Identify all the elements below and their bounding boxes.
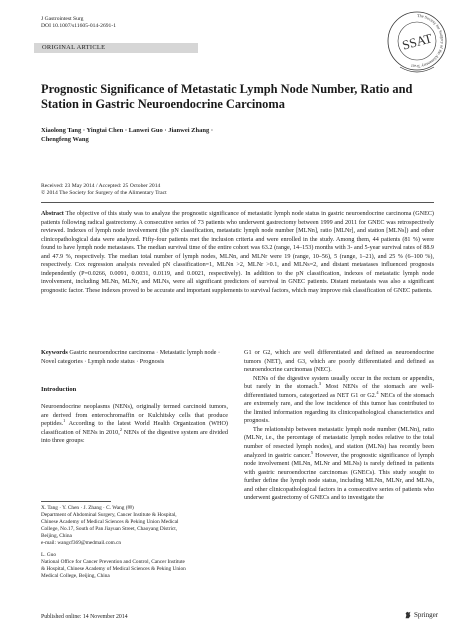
springer-horse-icon — [404, 611, 412, 619]
footnote-author-2: L. Guo — [41, 552, 57, 559]
abstract — [41, 210, 434, 295]
keywords — [41, 349, 228, 366]
paragraph: G1 or G2, which are well differentiated and defined as neuroendocrine tumors (NET), and G3, which are poorly differentiated and defined as neuroendocrine carcinomas (NEC). — [244, 349, 434, 374]
abstract-text: The objective of this study was to analyze the prognostic significance of metastatic lymph node status in gastric neuroendocrine carcinoma (GNEC) patients following radical gastrectomy. A consecutive series of 73 patients who underwent gastrectomy between 1999 and 2011 for GNEC was retrospectively reviewed. Indexes of lymph node involvement (the pN classification, metastatic lymph node number [MLNn], ratio [MLNr], and station [MLNs]) and other clinicopathological data were analyzed. Fifty-four patients met the inclusion criteria and were enrolled in the study. Among them, 44 patients (81 %) were found to have lymph node metastases. The median survival time of the entire cohort was 63.2 (range, 14–153) months with 3- and 5-year survival rates of 88.9 and 47.9 %, respectively. The median total number of lymph nodes, MLNn, and MLNr were 19 (range, 10–56), 5 (range, 1–21), and 25 % (6–100 %), respectively. Cox regression analysis revealed pN classification=1, MLNn >2, MLNr >0.1, and MLNs=2, and distant metastases influenced prognosis independently (P=0.0266, 0.0091, 0.0031, 0.0119, and 0.0021, respectively). In addition to the pN classification, indexes of metastatic lymph node involvement, including MLNn, MLNr, and MLNs, were all significant predictors of survival in GNEC patients. Distant metastasis was also a significant prognostic factor. These indexes proved to be accurate and important supplements to survival factors, which may improve risk classification of GNEC patients. — [41, 211, 434, 294]
citation: 2 — [119, 426, 122, 432]
citation: 4 — [376, 389, 379, 395]
abstract-label: Abstract — [41, 211, 64, 217]
citation: 3 — [318, 381, 322, 387]
ssat-logo — [386, 9, 448, 81]
received-accepted: Received: 23 May 2014 / Accepted: 25 October 2014 — [41, 183, 161, 189]
affiliation-1-line: Beijing, China — [41, 532, 72, 539]
affiliation-2-line: National Office for Cancer Prevention and Control, Cancer Institute — [41, 559, 185, 566]
divider — [41, 202, 434, 203]
publisher-name: Springer — [414, 611, 439, 619]
logo-text: SSAT — [400, 30, 434, 53]
journal-name: J Gastrointest Surg — [41, 16, 84, 22]
article-title: Prognostic Significance of Metastatic Lymph Node Number, Ratio and Station in Gastric Neuroendocrine Carcinoma — [41, 82, 413, 111]
citation: 5 — [310, 449, 314, 455]
affiliation-1-line: Department of Abdominal Surgery, Cancer Institute & Hospital, — [41, 511, 177, 518]
publisher-mark — [404, 611, 438, 619]
footnote-divider — [41, 501, 111, 502]
right-column — [244, 349, 434, 503]
footnote-authors-1: X. Tang · Y. Chen · J. Zhang · C. Wang (✉) — [41, 505, 134, 511]
paragraph: NENs of the digestive system usually occur in the rectum or appendix, but rarely in the stomach.$^3$ Most NENs of the stomach are well-differentiated tumors, categorized as NET G1 or G2.$^4$ NECs of the stomach are extremely rare, and the low incidence of this tumor has contributed to the limited information regarding its clinicopathological characteristics and prognosis. — [244, 374, 435, 425]
author-list — [41, 126, 301, 144]
published-online: Published online: 14 November 2014 — [41, 614, 128, 620]
introduction-paragraph: Neuroendocrine neoplasms (NENs), originally termed carcinoid tumors, are derived from enterochromaffin or Kulchitsky cells that produce peptides.$^1$ According to the latest World Health Organization (WHO) classification of NENs in 2010,$^2$ NENs of the digestive system are divided into three groups: — [41, 403, 228, 445]
logo-ring-text: The Society for Surgery of the Alimentary Tract — [410, 12, 445, 70]
authors-line-2: Chengfeng Wang — [41, 136, 89, 143]
copyright: © 2014 The Society for Surgery of the Alimentary Tract — [41, 190, 167, 196]
citation: 1 — [63, 418, 66, 424]
left-column — [41, 349, 228, 446]
introduction-heading: Introduction — [41, 386, 77, 394]
email-link[interactable]: e-mail: wangcf369@medmail.com.cn — [41, 539, 122, 546]
affiliation-1-line: College, No.17, South of Pan Jiayuan Street, Chaoyang District, — [41, 525, 178, 532]
footnotes — [41, 505, 231, 580]
authors-line-1: Xiaolong Tang · Yingtai Chen · Lanwei Guo · Jianwei Zhang · — [41, 127, 213, 134]
keywords-label: Keywords — [41, 349, 68, 356]
affiliation-1-line: Chinese Academy of Medical Sciences & Peking Union Medical — [41, 518, 179, 525]
affiliation-2-line: Medical College, Beijing, China — [41, 573, 110, 580]
article-dates — [41, 183, 167, 197]
keywords-text: Gastric neuroendocrine carcinoma · Metastatic lymph node · Novel categories · Lymph node status · Prognosis — [41, 349, 221, 365]
affiliation-2-line: & Hospital, Chinese Academy of Medical Sciences & Peking Union — [41, 566, 186, 573]
doi: DOI 10.1007/s11605-014-2691-1 — [41, 23, 116, 29]
journal-header — [41, 16, 116, 30]
article-type-banner: ORIGINAL ARTICLE — [34, 43, 198, 53]
paragraph: The relationship between metastatic lymph node number (MLNn), ratio (MLNr, i.e., the percentage of metastatic lymph nodes relative to the total number of resected lymph nodes), and station (MLNs) has recently been analyzed in gastric cancer.$^5$ However, the prognostic significance of lymph node involvement (MLNn, MLNr and MLNs) is rarely defined in patients with gastric neuroendocrine carcinomas (GNECs). This study sought to further define the lymph node status, including MLNn, MLNr, and MLNs, and other clinicopathological factors in a consecutive series of patients who underwent gastrectomy of GNECs and to investigate the — [244, 425, 434, 502]
